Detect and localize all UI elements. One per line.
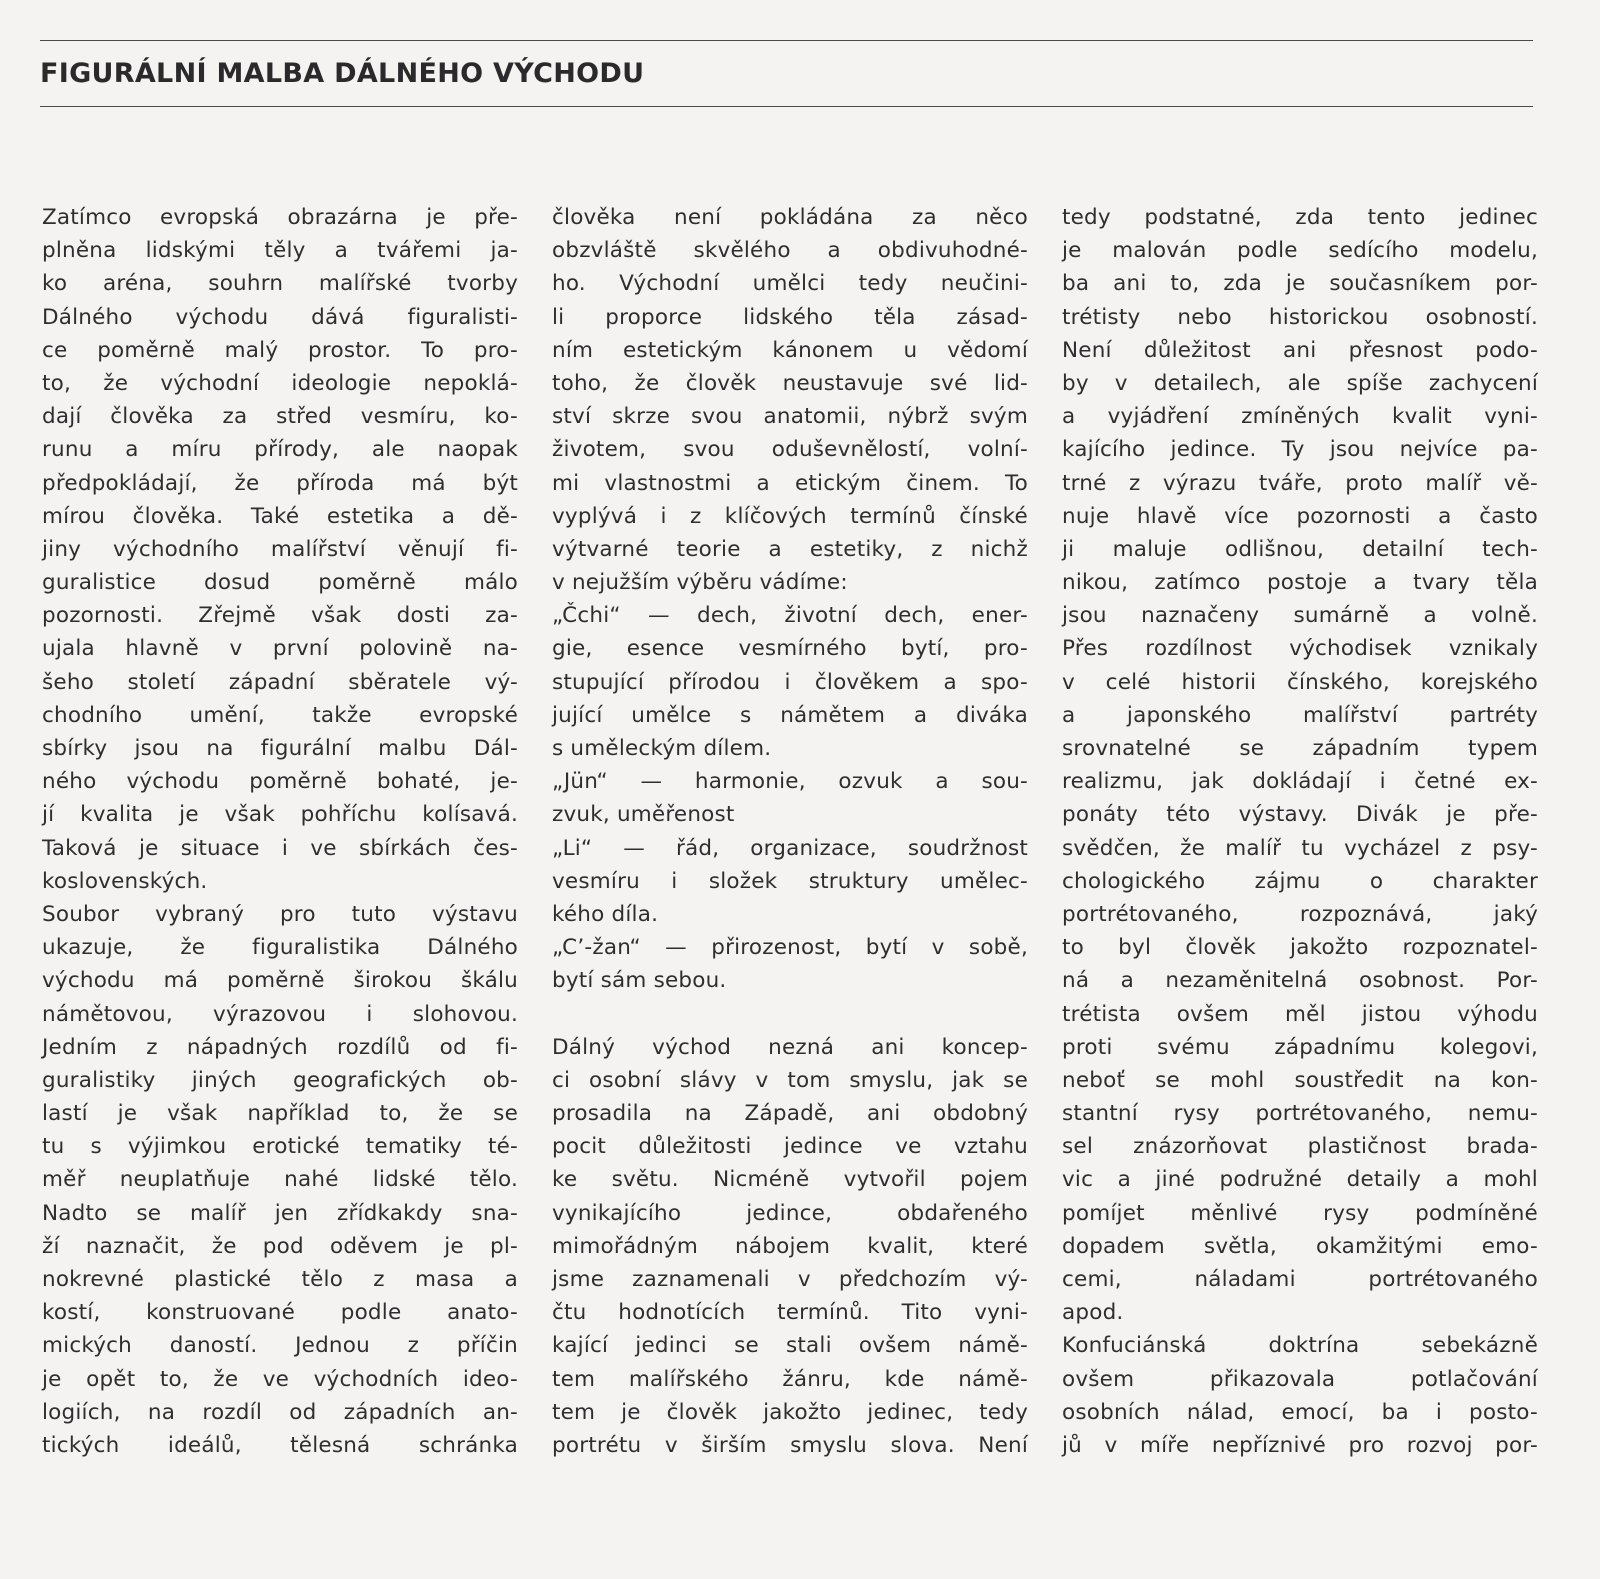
text-line: kostí, konstruované podle anato- [42, 1300, 518, 1326]
text-line: šeho století západní sběratele vý- [42, 669, 518, 695]
text-line: člověka není pokládána za něco [552, 205, 1028, 230]
text-line: plněna lidskými těly a tvářemi ja- [42, 238, 518, 264]
text-line: životem, svou oduševnělostí, volní- [552, 437, 1028, 463]
title-underline-rule [40, 106, 1533, 107]
text-line: vyplývá i z klíčových termínů čínské [552, 503, 1028, 529]
text-line: prosadila na Západě, ani obdobný [552, 1101, 1028, 1127]
text-line: Soubor vybraný pro tuto výstavu [42, 901, 518, 927]
text-line: srovnatelné se západním typem [1062, 736, 1538, 761]
text-line: „Li“ — řád, organizace, soudržnost [552, 835, 1028, 861]
text-column-1 [42, 201, 518, 1462]
text-line: jí kvalita je však pohříchu kolísavá. [42, 802, 518, 828]
text-line: kající jedinci se stali ovšem námě- [552, 1333, 1028, 1359]
text-column-2 [552, 201, 1028, 1462]
text-line: Dálný východ nezná ani koncep- [552, 1034, 1028, 1060]
text-line: osobních nálad, emocí, ba i posto- [1062, 1399, 1538, 1425]
text-line: vic a jiné podružné detaily a mohl [1062, 1167, 1538, 1193]
text-line: chologického zájmu o charakter [1062, 868, 1538, 894]
text-line: v nejužším výběru vádíme: [552, 570, 848, 596]
text-line: Přes rozdílnost východisek vznikaly [1062, 636, 1538, 662]
text-line: jsme zaznamenali v předchozím vý- [552, 1267, 1028, 1292]
text-line: zvuk, uměřenost [552, 802, 735, 828]
text-line: mírou člověka. Také estetika a dě- [42, 503, 518, 529]
text-line: svědčen, že malíř tu vycházel z psy- [1062, 835, 1538, 861]
text-line: Nadto se malíř jen zřídkakdy sna- [42, 1200, 518, 1226]
text-line: kého díla. [552, 901, 659, 927]
page-title: FIGURÁLNÍ MALBA DÁLNÉHO VÝCHODU [40, 58, 645, 89]
text-line: Konfuciánská doktrína sebekázně [1062, 1333, 1538, 1359]
text-line: východu má poměrně širokou škálu [42, 968, 518, 994]
text-line: jů v míře nepříznivé pro rozvoj por- [1062, 1432, 1538, 1458]
text-line: pozornosti. Zřejmě však dosti za- [42, 603, 518, 629]
text-line: „Čchi“ — dech, životní dech, ener- [552, 603, 1028, 629]
text-line: nikou, zatímco postoje a tvary těla [1062, 570, 1538, 596]
text-line: portrétovaného, rozpoznává, jaký [1062, 901, 1538, 927]
text-line: neboť se mohl soustředit na kon- [1062, 1067, 1538, 1093]
text-line: Jedním z nápadných rozdílů od fi- [42, 1034, 518, 1060]
text-column-3 [1062, 201, 1538, 1462]
text-line: a japonského malířství partréty [1062, 702, 1538, 728]
paragraph-gap [552, 998, 1028, 1031]
text-line: tem malířského žánru, kde námě- [552, 1366, 1028, 1392]
text-line: bytí sám sebou. [552, 968, 727, 994]
text-line: Zatímco evropská obrazárna je pře- [42, 205, 518, 230]
top-rule [40, 40, 1533, 41]
text-line: mi vlastnostmi a etickým činem. To [552, 470, 1028, 496]
text-line: ná a nezaměnitelná osobnost. Por- [1062, 968, 1538, 994]
text-line: ného východu poměrně bohaté, je- [42, 769, 518, 795]
text-line: nuje hlavě více pozornosti a často [1062, 503, 1538, 529]
text-line: to byl člověk jakožto rozpoznatel- [1062, 935, 1538, 961]
text-line: guralistiky jiných geografických ob- [42, 1067, 518, 1093]
text-line: ko aréna, souhrn malířské tvorby [42, 271, 518, 297]
text-line: je malován podle sedícího modelu, [1062, 238, 1538, 264]
text-line: sbírky jsou na figurální malbu Dál- [42, 736, 518, 761]
text-line: jiny východního malířství věnují fi- [42, 536, 518, 562]
text-line: realizmu, jak dokládají i četné ex- [1062, 769, 1538, 795]
text-line: to, že východní ideologie nepoklá- [42, 370, 518, 396]
text-line: ke světu. Nicméně vytvořil pojem [552, 1167, 1028, 1193]
text-line: ží naznačit, že pod oděvem je pl- [42, 1233, 518, 1259]
text-line: sel znázorňovat plastičnost brada- [1062, 1134, 1538, 1160]
text-line: ho. Východní umělci tedy neučini- [552, 271, 1028, 297]
text-line: Není důležitost ani přesnost podo- [1062, 337, 1538, 363]
text-line: pomíjet měnlivé rysy podmíněné [1062, 1200, 1538, 1226]
text-line: tedy podstatné, zda tento jedinec [1062, 205, 1538, 230]
text-line: portrétu v širším smyslu slova. Není [552, 1432, 1028, 1458]
text-line: tu s výjimkou erotické tematiky té- [42, 1134, 518, 1160]
text-line: pocit důležitosti jedince ve vztahu [552, 1134, 1028, 1160]
text-line: jující umělce s námětem a diváka [552, 702, 1028, 728]
text-line: dopadem světla, okamžitými emo- [1062, 1233, 1538, 1259]
text-line: ovšem přikazovala potlačování [1062, 1366, 1538, 1392]
text-line: stantní rysy portrétovaného, nemu- [1062, 1101, 1538, 1127]
text-line: čtu hodnotících termínů. Tito vyni- [552, 1300, 1028, 1326]
text-line: kajícího jedince. Ty jsou nejvíce pa- [1062, 437, 1538, 463]
text-line: a vyjádření zmíněných kvalit vyni- [1062, 404, 1538, 430]
text-line: ukazuje, že figuralistika Dálného [42, 935, 518, 961]
text-line: gie, esence vesmírného bytí, pro- [552, 636, 1028, 662]
text-line: toho, že člověk neustavuje své lid- [552, 370, 1028, 396]
text-line: s uměleckým dílem. [552, 736, 772, 761]
text-line: lastí je však například to, že se [42, 1101, 518, 1127]
text-line: trétista ovšem měl jistou výhodu [1062, 1001, 1538, 1027]
text-line: Dálného východu dává figuralisti- [42, 304, 518, 330]
text-line: ce poměrně malý prostor. To pro- [42, 337, 518, 363]
text-line: dají člověka za střed vesmíru, ko- [42, 404, 518, 430]
text-line: ství skrze svou anatomii, nýbrž svým [552, 404, 1028, 430]
text-line: ujala hlavně v první polovině na- [42, 636, 518, 662]
text-line: jsou naznačeny sumárně a volně. [1062, 603, 1538, 629]
text-line: stupující přírodou i člověkem a spo- [552, 669, 1028, 695]
text-line: vesmíru i složek struktury umělec- [552, 868, 1028, 894]
text-line: „Jün“ — harmonie, ozvuk a sou- [552, 769, 1028, 795]
text-line: logiích, na rozdíl od západních an- [42, 1399, 518, 1425]
text-line: v celé historii čínského, korejského [1062, 669, 1538, 695]
text-line: runu a míru přírody, ale naopak [42, 437, 518, 463]
text-line: ním estetickým kánonem u vědomí [552, 337, 1028, 363]
text-line: ci osobní slávy v tom smyslu, jak se [552, 1067, 1028, 1093]
text-line: předpokládají, že příroda má být [42, 470, 518, 496]
text-line: obzvláště skvělého a obdivuhodné- [552, 238, 1028, 264]
text-line: mických daností. Jednou z příčin [42, 1333, 518, 1359]
text-line: mimořádným nábojem kvalit, které [552, 1233, 1028, 1259]
text-line: tických ideálů, tělesná schránka [42, 1432, 518, 1458]
text-line: „C’-žan“ — přirozenost, bytí v sobě, [552, 935, 1028, 961]
text-line: tem je člověk jakožto jedinec, tedy [552, 1399, 1028, 1425]
text-line: Taková je situace i ve sbírkách čes- [42, 835, 518, 861]
text-line: proti svému západnímu kolegovi, [1062, 1034, 1538, 1060]
text-line: guralistice dosud poměrně málo [42, 570, 518, 596]
text-line: nokrevné plastické tělo z masa a [42, 1267, 518, 1292]
text-line: trétisty nebo historickou osobností. [1062, 304, 1538, 330]
text-line: chodního umění, takže evropské [42, 702, 518, 728]
text-line: koslovenských. [42, 868, 208, 894]
text-line: trné z výrazu tváře, proto malíř vě- [1062, 470, 1538, 496]
text-line: výtvarné teorie a estetiky, z nichž [552, 536, 1028, 562]
text-line: apod. [1062, 1300, 1124, 1326]
text-line: li proporce lidského těla zásad- [552, 304, 1028, 330]
text-line: je opět to, že ve východních ideo- [42, 1366, 518, 1392]
text-line: ji maluje odlišnou, detailní tech- [1062, 536, 1538, 562]
text-line: měř neuplatňuje nahé lidské tělo. [42, 1167, 518, 1193]
text-line: ponáty této výstavy. Divák je pře- [1062, 802, 1538, 828]
text-line: námětovou, výrazovou i slohovou. [42, 1001, 518, 1027]
text-line: ba ani to, zda je současníkem por- [1062, 271, 1538, 297]
text-line: vynikajícího jedince, obdařeného [552, 1200, 1028, 1226]
text-line: cemi, náladami portrétovaného [1062, 1267, 1538, 1292]
text-line: by v detailech, ale spíše zachycení [1062, 370, 1538, 396]
